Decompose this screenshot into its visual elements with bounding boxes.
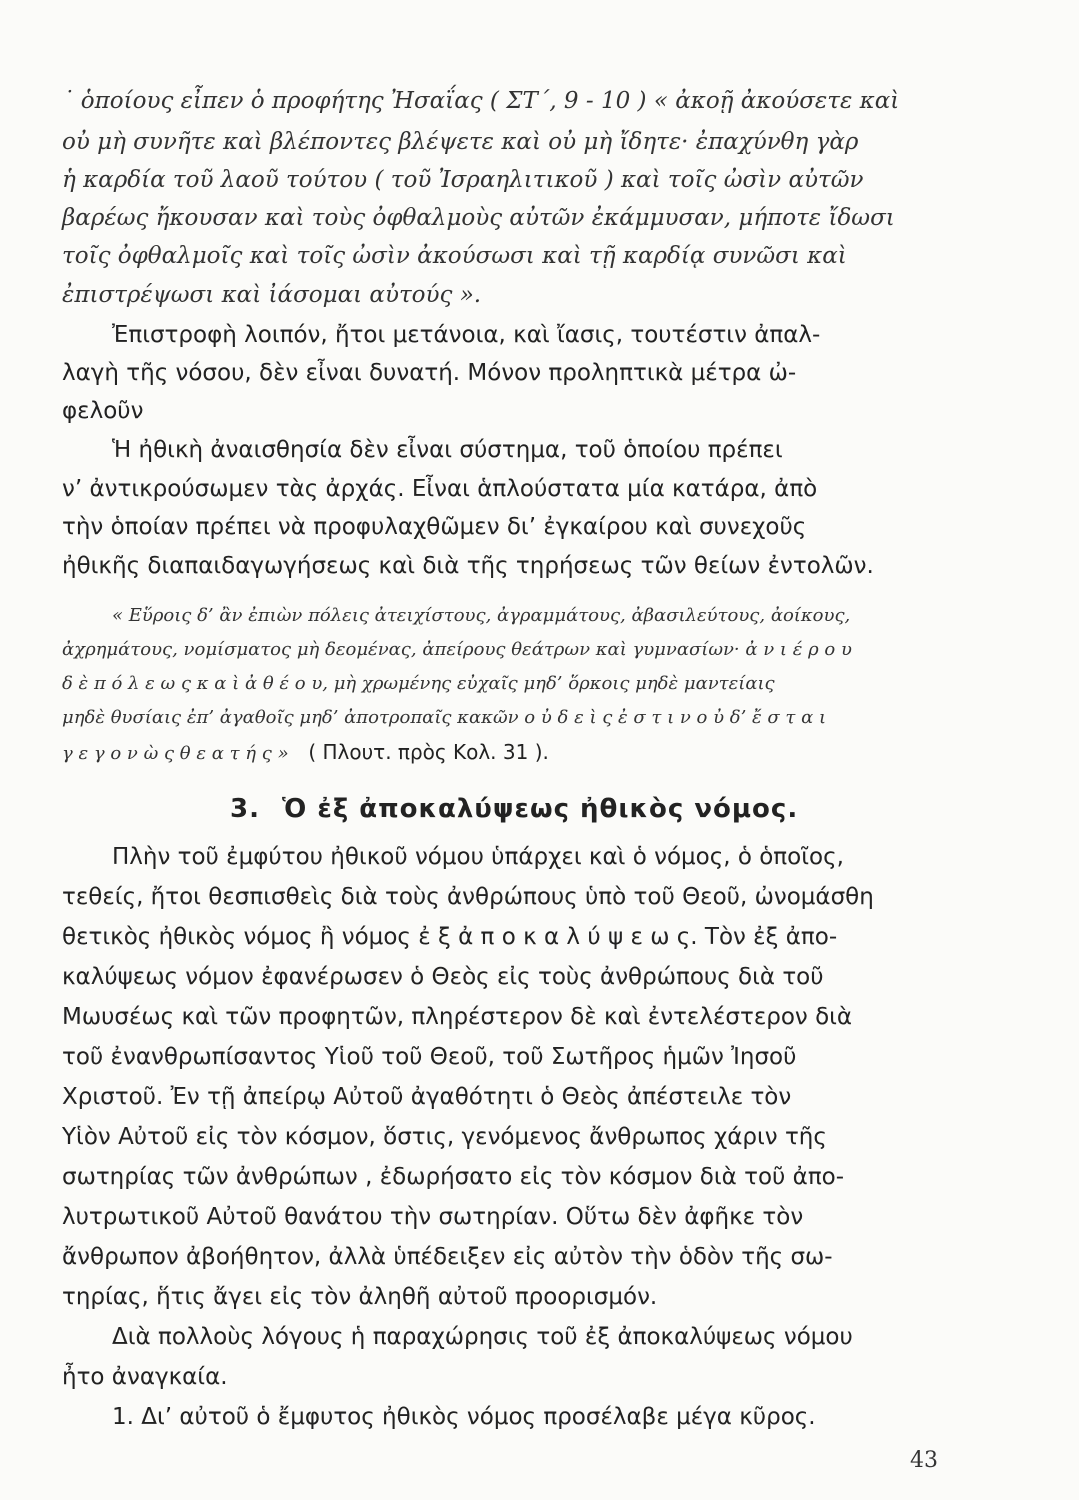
text-line: 1. Δι’ αὐτοῦ ὁ ἔμφυτος ἠθικὸς νόμος προσέλαβε μέγα κῦρος. <box>112 1404 816 1430</box>
text-line: Χριστοῦ. Ἐν τῇ ἀπείρῳ Αὐτοῦ ἀγαθότητι ὁ Θεὸς ἀπέστειλε τὸν <box>62 1084 792 1110</box>
text-line: λυτρωτικοῦ Αὐτοῦ θανάτου τὴν σωτηρίαν. Οὕτω δὲν ἀφῆκε τὸν <box>62 1204 804 1230</box>
section-title: Ὁ ἐξ ἀποκαλύψεως ἠθικὸς νόμος. <box>282 794 799 824</box>
text-line: ἠθικῆς διαπαιδαγωγήσεως καὶ διὰ τῆς τηρήσεως τῶν θείων ἐντολῶν. <box>62 553 874 579</box>
text-line: καλύψεως νόμον ἐφανέρωσεν ὁ Θεὸς εἰς τοὺς ἀνθρώπους διὰ τοῦ <box>62 964 824 990</box>
text-line: τοῖς ὀφθαλμοῖς καὶ τοῖς ὠσὶν ἀκούσωσι καὶ τῇ καρδίᾳ συνῶσι καὶ <box>62 243 847 269</box>
text-line: Ἐπιστροφὴ λοιπόν, ἤτοι μετάνοια, καὶ ἴασις, τουτέστιν ἀπαλ- <box>112 322 821 348</box>
text-line: βαρέως ἤκουσαν καὶ τοὺς ὀφθαλμοὺς αὐτῶν ἐκάμμυσαν, μήποτε ἴδωσι <box>62 205 895 231</box>
text-line: Διὰ πολλοὺς λόγους ἡ παραχώρησις τοῦ ἐξ ἀποκαλύψεως νόμου <box>112 1324 853 1350</box>
text-line: τοῦ ἐνανθρωπίσαντος Υἱοῦ τοῦ Θεοῦ, τοῦ Σωτῆρος ἡμῶν Ἰησοῦ <box>62 1044 797 1070</box>
text-line: ἡ καρδία τοῦ λαοῦ τούτου ( τοῦ Ἰσραηλιτικοῦ ) καὶ τοῖς ὠσὶν αὐτῶν <box>62 167 864 193</box>
text-line: ἐπιστρέψωσι καὶ ἰάσομαι αὐτούς ». <box>62 282 482 308</box>
text-line: « Εὕροις δ’ ἂν ἐπιὼν πόλεις ἀτειχίστους, ἀγραμμάτους, ἀβασιλεύτους, ἀοίκους, <box>112 605 851 626</box>
text-line: ν’ ἀντικρούσωμεν τὰς ἀρχάς. Εἶναι ἁπλούστατα μία κατάρα, ἀπὸ <box>62 476 818 502</box>
text-line: δ ὲ π ό λ ε ω ς κ α ὶ ἀ θ έ ο υ, μὴ χρωμένης εὐχαῖς μηδ’ ὅρκοις μηδὲ μαντείαις <box>62 673 775 694</box>
section-number: 3. <box>230 794 260 824</box>
text-line: σωτηρίας τῶν ἀνθρώπων , ἐδωρήσατο εἰς τὸν κόσμον διὰ τοῦ ἀπο- <box>62 1164 845 1190</box>
text-line: τηρίας, ἥτις ἄγει εἰς τὸν ἀληθῆ αὐτοῦ προορισμόν. <box>62 1284 658 1310</box>
text-line: Υἱὸν Αὐτοῦ εἰς τὸν κόσμον, ὅστις, γενόμενος ἄνθρωπος χάριν τῆς <box>62 1124 827 1150</box>
text-line: ἦτο ἀναγκαία. <box>62 1364 228 1390</box>
text-line: γ ε γ ο ν ὼ ς θ ε α τ ή ς » <box>62 743 289 764</box>
section-heading <box>230 794 798 824</box>
text-line: τεθείς, ἤτοι θεσπισθεὶς διὰ τοὺς ἀνθρώπους ὑπὸ τοῦ Θεοῦ, ὠνομάσθη <box>62 884 874 910</box>
text-line: λαγὴ τῆς νόσου, δὲν εἶναι δυνατή. Μόνον προληπτικὰ μέτρα ὠ- <box>62 360 797 386</box>
text-line: ˙ ὁποίους εἶπεν ὁ προφήτης Ἠσαΐας ( ΣΤ΄, 9 - 10 ) « ἀκοῇ ἀκούσετε καὶ <box>62 88 900 114</box>
text-line: οὐ μὴ συνῆτε καὶ βλέποντες βλέψετε καὶ οὐ μὴ ἴδητε· ἐπαχύνθη γὰρ <box>62 129 859 155</box>
text-line: Μωυσέως καὶ τῶν προφητῶν, πληρέστερον δὲ καὶ ἐντελέστερον διὰ <box>62 1004 853 1030</box>
page-number: 43 <box>910 1448 938 1473</box>
text-line: Πλὴν τοῦ ἐμφύτου ἠθικοῦ νόμου ὑπάρχει καὶ ὁ νόμος, ὁ ὁποῖος, <box>112 844 844 870</box>
text-line: τὴν ὁποίαν πρέπει νὰ προφυλαχθῶμεν δι’ ἐγκαίρου καὶ συνεχοῦς <box>62 514 807 540</box>
text-line: μηδὲ θυσίαις ἐπ’ ἀγαθοῖς μηδ’ ἀποτροπαῖς κακῶν ο ὐ δ ε ὶ ς ἐ σ τ ι ν ο ὐ δ’ ἔ σ τ α ι <box>62 707 827 728</box>
text-line: Ἡ ἠθικὴ ἀναισθησία δὲν εἶναι σύστημα, τοῦ ὁποίου πρέπει <box>112 437 783 463</box>
text-line: ἀχρημάτους, νομίσματος μὴ δεομένας, ἀπείρους θεάτρων καὶ γυμνασίων· ἀ ν ι έ ρ ο υ <box>62 639 852 660</box>
text-line: θετικὸς ἠθικὸς νόμος ἢ νόμος ἐ ξ ἀ π ο κ α λ ύ ψ ε ω ς. Τὸν ἐξ ἀπο- <box>62 924 838 950</box>
quote-closing-line <box>62 739 549 767</box>
text-line: ἄνθρωπον ἀβοήθητον, ἀλλὰ ὑπέδειξεν εἰς αὐτὸν τὴν ὁδὸν τῆς σω- <box>62 1244 833 1270</box>
text-line: φελοῦν <box>62 398 144 424</box>
citation: ( Πλουτ. πρὸς Κολ. 31 ). <box>308 740 549 764</box>
